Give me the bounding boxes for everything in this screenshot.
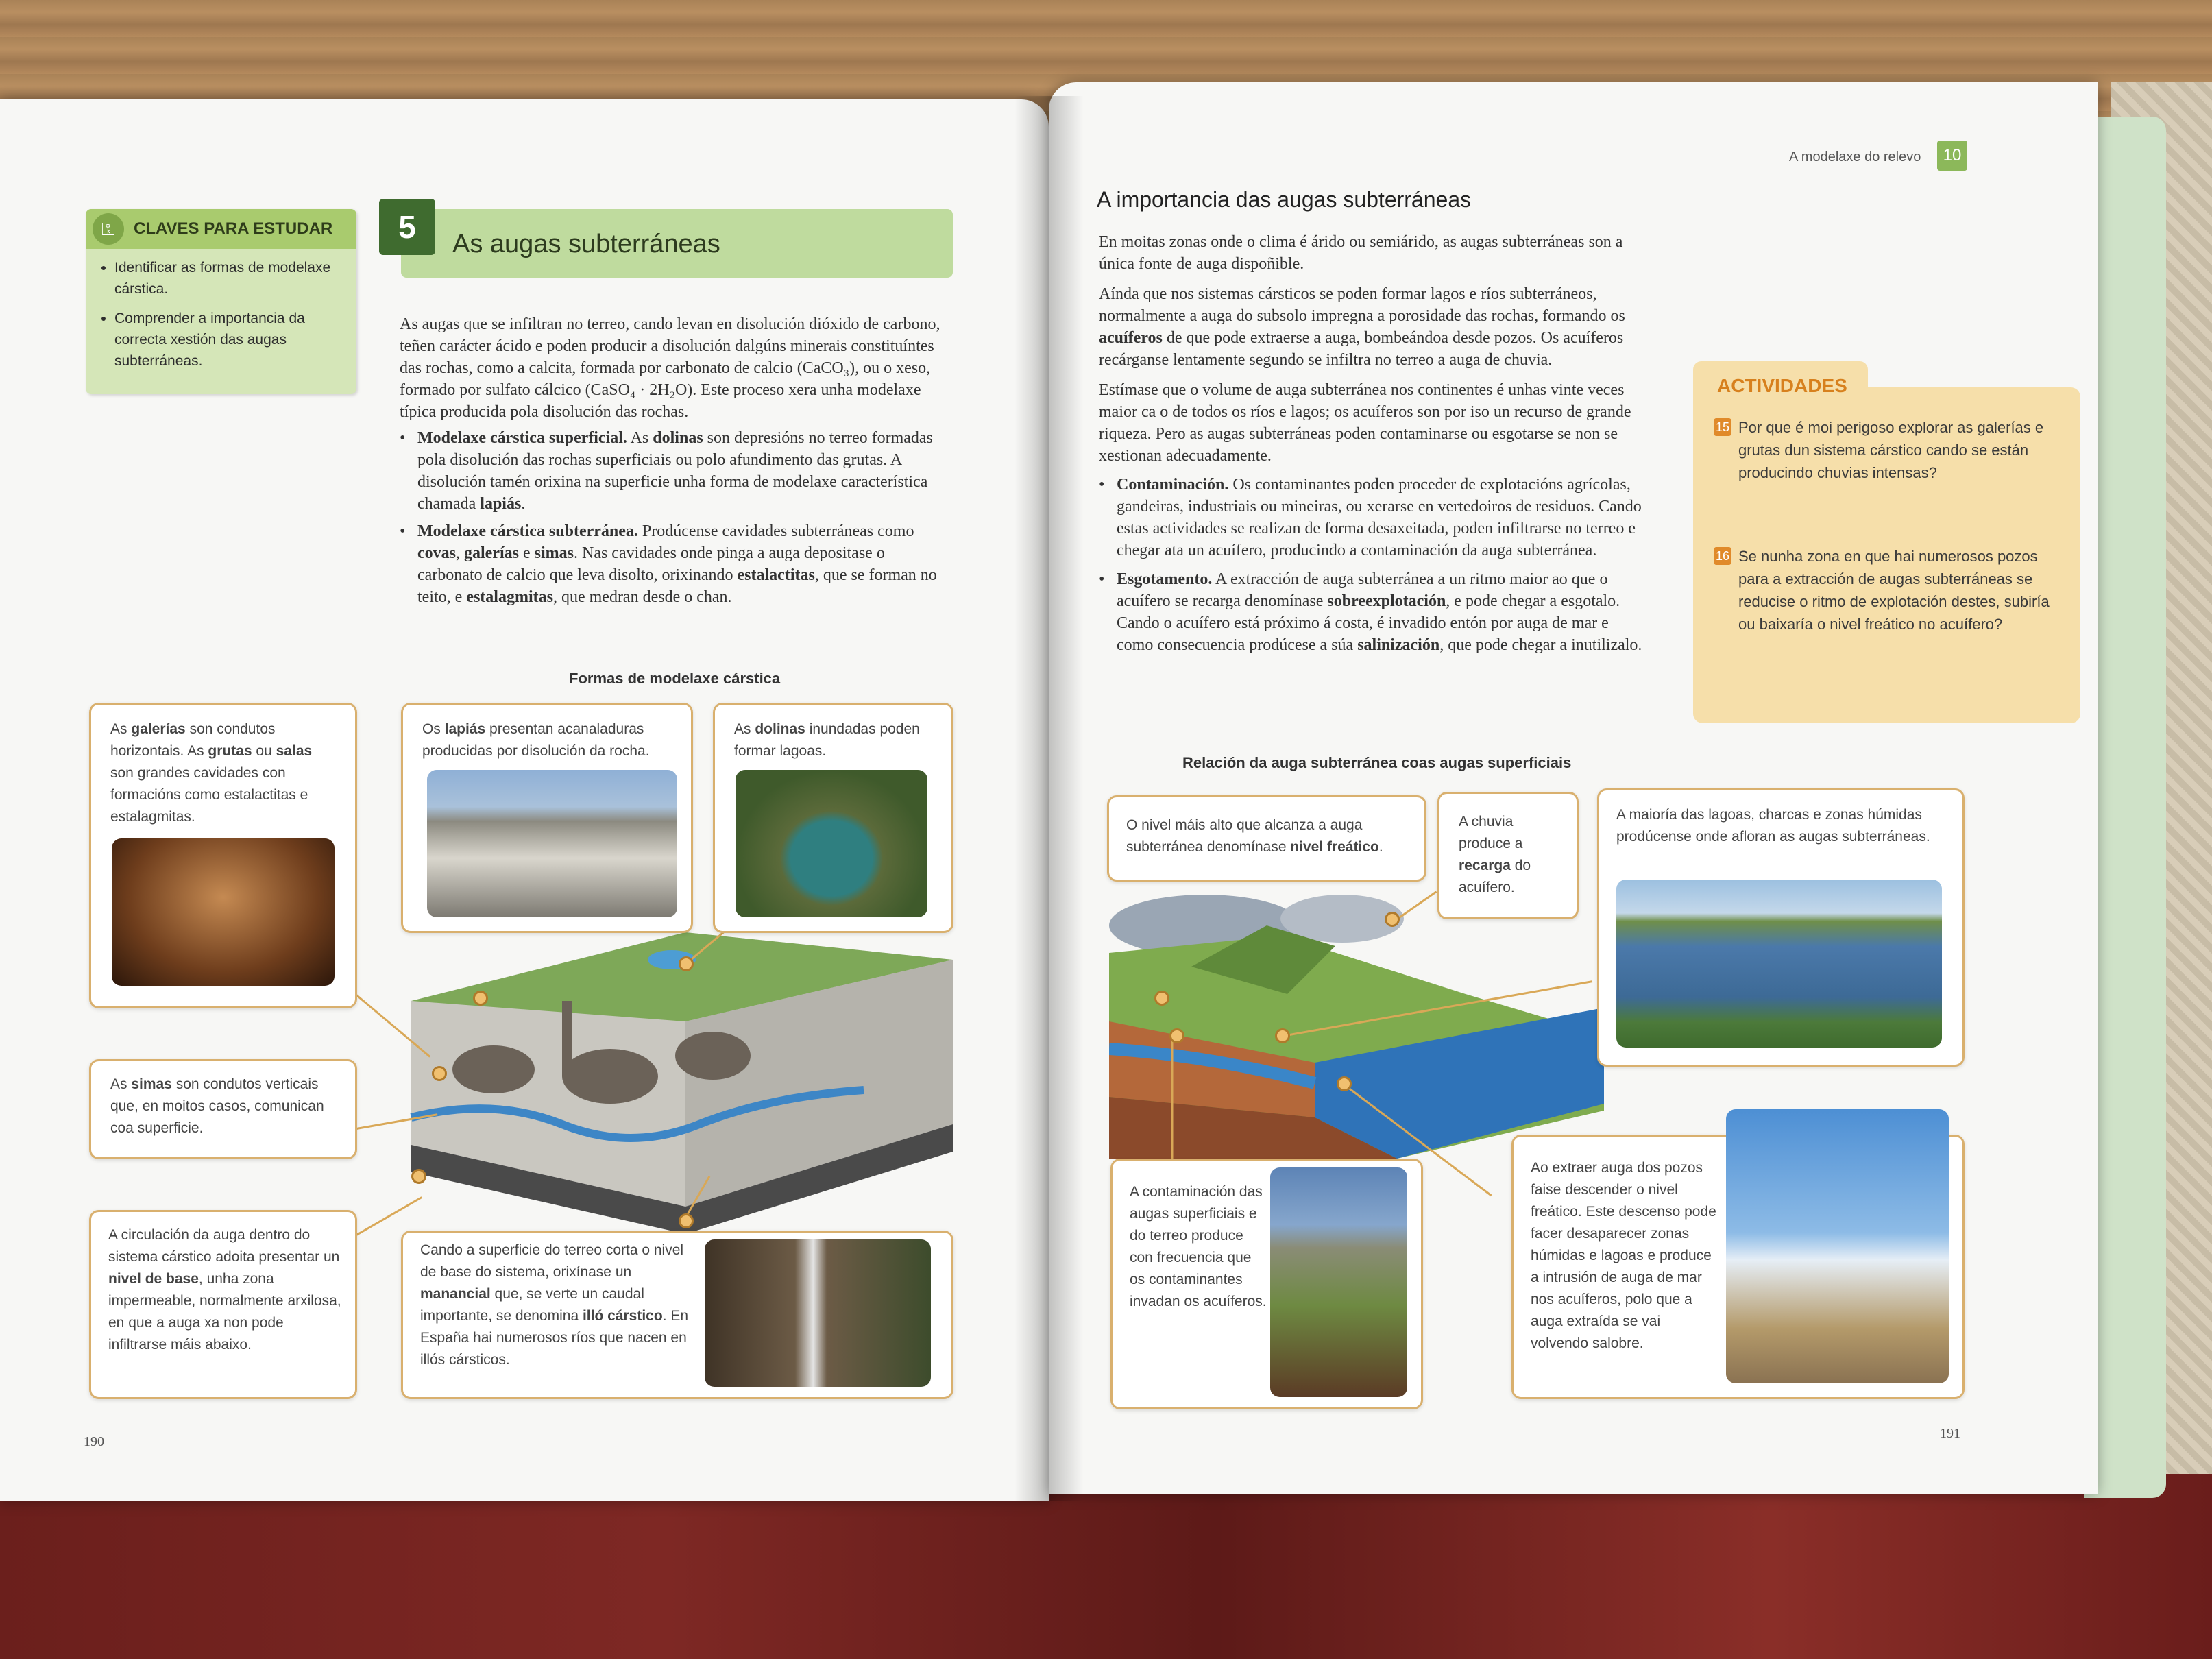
bullet-dot: •	[1099, 476, 1105, 494]
page-number-left: 190	[84, 1434, 104, 1449]
connector-line	[1171, 1037, 1174, 1160]
karst-block-diagram	[384, 919, 953, 1234]
waterfall-photo	[705, 1239, 931, 1387]
claves-item: • Identificar as formas de modelaxe cárstica.	[114, 257, 354, 300]
term: salinización	[1357, 636, 1440, 654]
callout-text	[110, 1074, 343, 1139]
groundwater-block-diagram	[1109, 884, 1604, 1172]
section-title: As augas subterráneas	[452, 230, 720, 258]
term: sobreexplotación	[1327, 592, 1446, 610]
callout-galerias	[89, 703, 357, 1008]
callout-lagoas	[1597, 788, 1965, 1067]
claves-box	[86, 209, 356, 394]
text: son grandes cavidades con formacións como estalactitas e estalagmitas.	[110, 765, 308, 825]
cave-gallery	[675, 1032, 751, 1080]
term: dolinas	[755, 721, 805, 737]
term: covas	[417, 544, 456, 562]
text: ou	[252, 743, 276, 759]
text: inundadas poden formar lagoas.	[734, 721, 920, 759]
term: nivel de base	[108, 1271, 199, 1287]
claves-header	[86, 209, 356, 249]
text: Prodúcense cavidades subterráneas como	[637, 522, 914, 540]
diagram-pin	[411, 1169, 426, 1184]
text: .	[521, 495, 526, 513]
diagram-pin	[1154, 991, 1169, 1006]
bullet-head: Modelaxe cárstica superficial.	[417, 429, 627, 447]
term: lapiás	[480, 495, 522, 513]
text: , que se forman no teito, e	[417, 566, 937, 606]
unit-number-badge: 10	[1937, 141, 1967, 171]
diagram-pin	[1275, 1028, 1290, 1043]
callout-nivel-freatico	[1107, 795, 1426, 882]
page-number-right: 191	[1940, 1426, 1960, 1441]
callout-lapias	[401, 703, 693, 933]
text: A chuvia produce a	[1459, 814, 1523, 851]
diagram-pin	[1385, 912, 1400, 927]
claves-title: CLAVES PARA ESTUDAR	[134, 219, 333, 238]
actividades-box	[1693, 375, 2080, 723]
text: A circulación da auga dentro do sistema cárstico adoita presentar un	[108, 1227, 340, 1265]
callout-text	[110, 718, 337, 828]
bullet-head: Esgotamento.	[1117, 570, 1213, 588]
text: Os contaminantes poden proceder de explotacións agrícolas, gandeiras, industriais ou mineiras, ou xerarse en vertedoiros de residuos. Cando estas actividades se realizan de forma desaxeitada, poden infiltrarse no terreo e chegar ata un acuífero, producindo a contaminación da auga subterránea.	[1117, 476, 1642, 559]
callout-chuvia	[1437, 792, 1579, 919]
diagram-pin	[679, 956, 694, 971]
callout-contaminacion	[1110, 1159, 1423, 1409]
activity-number: 16	[1714, 547, 1731, 565]
callout-text	[1459, 811, 1568, 899]
term: galerías	[464, 544, 519, 562]
running-head: A modelaxe do relevo	[1789, 149, 1921, 165]
callout-text	[420, 1239, 694, 1371]
bullet-contaminacion	[1099, 474, 1647, 561]
callout-text	[108, 1224, 341, 1356]
term: dolinas	[653, 429, 703, 447]
cave-gallery	[452, 1045, 535, 1093]
bullet-dot: •	[1099, 570, 1105, 588]
text: As	[734, 721, 755, 737]
text: As	[627, 429, 653, 447]
callout-manancial	[401, 1231, 953, 1399]
red-carpet	[0, 1474, 2212, 1659]
bullet-superficial	[400, 427, 953, 515]
term: nivel freático	[1290, 839, 1379, 855]
text: Cando a superficie do terreo corta o nivel de base do sistema, orixínase un	[420, 1242, 684, 1280]
spraying-photo	[1270, 1167, 1407, 1397]
text: Os	[422, 721, 445, 737]
lapias-photo	[427, 770, 677, 917]
text: A extracción de auga subterránea a un ritmo maior ao que o acuífero se recarga denomínase	[1117, 570, 1608, 610]
text: presentan acanaladuras producidas por disolución da rocha.	[422, 721, 650, 759]
activity-number: 15	[1714, 418, 1731, 436]
actividades-title: ACTIVIDADES	[1717, 375, 1847, 396]
text: , e pode chegar a esgotalo. Cando o acuífero está próximo á costa, é invadido entón por auga de mar e como consecuencia prodúcese a súa	[1117, 592, 1620, 654]
text: , que medran desde o chan.	[552, 588, 732, 606]
callout-text	[1126, 814, 1414, 858]
text: O nivel máis alto que alcanza a auga subterránea denomínase	[1126, 817, 1363, 855]
section-number: 5	[379, 199, 435, 255]
activity-15	[1714, 416, 2063, 484]
callout-pozos	[1511, 1135, 1965, 1399]
text: son depresións no terreo formadas pola disolución das rochas superficiais ou polo afundimento das grutas. A disolución tamén orixina na superficie unha forma de modelaxe característica chamada	[417, 429, 933, 513]
term: galerías	[131, 721, 186, 737]
paragraph	[1099, 283, 1647, 371]
callout-text: A maioría das lagoas, charcas e zonas húmidas prodúcense onde afloran as augas subterráneas.	[1616, 807, 1930, 845]
wells-photo	[1726, 1109, 1949, 1383]
cave-gallery	[562, 1049, 658, 1104]
right-page-title: A importancia das augas subterráneas	[1097, 187, 1472, 212]
term: simas	[131, 1076, 172, 1092]
claves-list	[99, 257, 354, 380]
callout-text	[422, 718, 676, 762]
doline-lake-photo	[736, 770, 927, 917]
text: , unha zona impermeable, normalmente arxilosa, en que a auga xa non pode infiltrarse máis abaixo.	[108, 1271, 341, 1353]
term: acuíferos	[1099, 329, 1163, 347]
text: do acuífero.	[1459, 858, 1531, 895]
callout-simas	[89, 1059, 357, 1159]
text: . En España hai numerosos ríos que nacen en illós cársticos.	[420, 1308, 689, 1368]
wetland-photo	[1616, 880, 1942, 1048]
text: que, se verte un caudal importante, se denomina	[420, 1286, 644, 1324]
term: estalagmitas	[466, 588, 553, 606]
activity-text: Por que é moi perigoso explorar as galerías e grutas dun sistema cárstico cando se están producindo chuvias intensas?	[1738, 419, 2044, 481]
text: As	[110, 1076, 132, 1092]
activity-text: Se nunha zona en que hai numerosos pozos para a extracción de augas subterráneas se reducise o ritmo de explotación destes, subiría ou baixaría o nivel freático no acuífero?	[1738, 548, 2050, 633]
right-body	[1099, 231, 1647, 656]
bullet-esgotamento	[1099, 568, 1647, 656]
callout-text	[734, 718, 940, 762]
text: ,	[456, 544, 464, 562]
term: grutas	[208, 743, 252, 759]
callout-text: A contaminación das augas superficiais e do terreo produce con frecuencia que os contaminantes invadan os acuíferos.	[1130, 1184, 1267, 1309]
diagram-pin	[473, 991, 488, 1006]
diagram-pin	[1169, 1028, 1184, 1043]
paragraph: Estímase que o volume de auga subterránea nos continentes é unhas vinte veces maior ca o de todos os ríos e lagos; os acuíferos son por iso un recurso de grande riqueza. Pero as augas subterráneas poden contaminarse ou esgotarse se non se xestionan adecuadamente.	[1099, 381, 1631, 465]
text: .	[1378, 839, 1383, 855]
text: son condutos verticais que, en moitos casos, comunican coa superficie.	[110, 1076, 324, 1136]
bullet-head: Contaminación.	[1117, 476, 1229, 494]
sima-shaft	[562, 1001, 572, 1076]
term: lapiás	[444, 721, 486, 737]
term: manancial	[420, 1286, 491, 1302]
key-icon: ⚿	[93, 213, 124, 245]
text: As	[110, 721, 132, 737]
term: illó cárstico	[582, 1308, 663, 1324]
term: estalactitas	[737, 566, 815, 584]
bullet-subterranea	[400, 520, 953, 608]
callout-nivel-base	[89, 1210, 357, 1399]
bullet-head: Modelaxe cárstica subterránea.	[417, 522, 638, 540]
activity-16	[1714, 545, 2063, 635]
book-spine	[1014, 96, 1083, 1501]
text: . Nas cavidades onde pinga a auga depositase o carbonato de calcio que leva disolto, orixinando	[417, 544, 885, 584]
diagram-pin	[432, 1066, 447, 1081]
text: son condutos horizontais. As	[110, 721, 276, 759]
term: simas	[534, 544, 574, 562]
text: de que pode extraerse a auga, bombeándoa desde pozos. Os acuíferos recárganse lentamente segundo se infiltra no terreo a auga de chuvia.	[1099, 329, 1624, 369]
diagram-pin	[679, 1213, 694, 1228]
cave-photo	[112, 838, 335, 986]
term: recarga	[1459, 858, 1511, 873]
text: , que pode chegar a inutilizalo.	[1439, 636, 1642, 654]
callout-text: Ao extraer auga dos pozos faise descender o nivel freático. Este descenso pode facer desaparecer zonas húmidas e lagoas e produce a intrusión de auga de mar nos acuíferos, polo que a auga extraída se vai volvendo salobre.	[1531, 1160, 1716, 1351]
text: e	[518, 544, 535, 562]
figure-caption-groundwater: Relación da auga subterránea coas augas superficiais	[1182, 754, 1572, 771]
bullet-dot: •	[400, 522, 406, 540]
intro-paragraph: As augas que se infiltran no terreo, cando levan en disolución dióxido de carbono, teñen carácter ácido e poden producir a disolución dalgúns minerais constituíntes das rochas, como a calcita, formada por carbonato de calcio (CaCO₃), ou o xeso, formado por sulfato cálcico (CaSO₄ · 2H₂O). Este proceso xera unha modelaxe típica producida pola disolución das rochas.	[400, 315, 940, 421]
paragraph: En moitas zonas onde o clima é árido ou semiárido, as augas subterráneas son a única fonte de auga dispoñible.	[1099, 233, 1623, 273]
left-body	[400, 313, 953, 608]
bullet-dot: •	[400, 429, 406, 447]
figure-caption-karst: Formas de modelaxe cárstica	[569, 670, 781, 687]
term: salas	[276, 743, 313, 759]
diagram-pin	[1337, 1076, 1352, 1091]
claves-item: • Comprender a importancia da correcta xestión das augas subterráneas.	[114, 308, 354, 372]
callout-dolinas	[713, 703, 953, 933]
text: Aínda que nos sistemas cársticos se poden formar lagos e ríos subterráneos, normalmente a auga do subsolo impregna a porosidade das rochas, formando os	[1099, 285, 1625, 325]
